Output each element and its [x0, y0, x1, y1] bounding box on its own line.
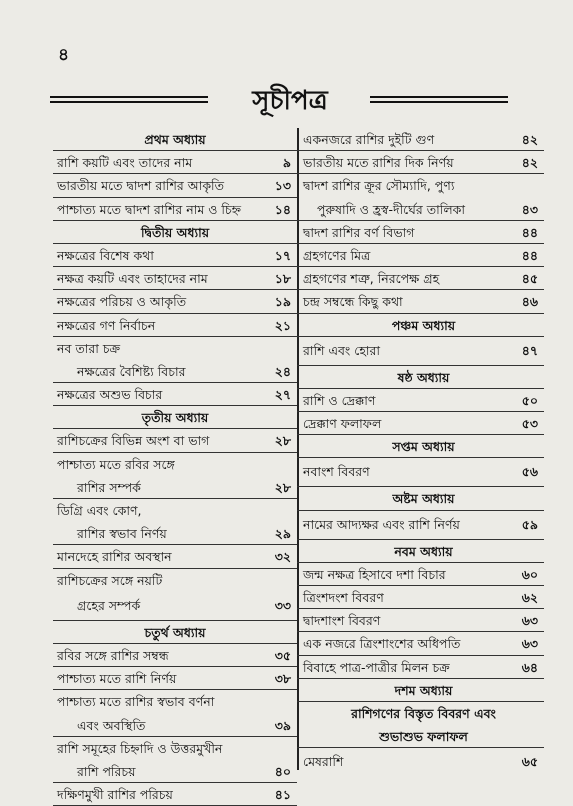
entry-page-number: ৫৬ [521, 464, 538, 480]
entry-title: রাশি সমূহের চিহ্নাদি ও উত্তরমুখীন [57, 740, 223, 756]
toc-chapter-heading [53, 128, 297, 151]
entry-title: পাশ্চাত্য মতে দ্বাদশ রাশির নাম ও চিহ্ন [57, 201, 242, 217]
toc-entry [53, 737, 297, 760]
entry-title: নামের আদ্যক্ষর এবং রাশি নির্ণয় [303, 516, 460, 532]
toc-chapter-heading [297, 702, 544, 725]
chapter-heading-text: দশম অধ্যায় [394, 682, 453, 698]
toc-entry [53, 290, 297, 313]
entry-title: রাশি কয়টি এবং তাদের নাম [57, 155, 193, 171]
toc-chapter-heading [297, 435, 544, 458]
entry-page-number: ৬০ [521, 566, 538, 582]
entry-page-number: ২১ [274, 317, 291, 333]
toc-entry [297, 198, 544, 221]
entry-title: নক্ষত্রের বৈশিষ্ট্য বিচার [77, 363, 186, 379]
toc-entry [53, 244, 297, 267]
toc-entry [53, 545, 297, 568]
entry-page-number: ২৯ [274, 526, 291, 542]
chapter-heading-text: পঞ্চম অধ্যায় [391, 317, 456, 333]
entry-title: বিবাহে পাত্র-পাত্রীর মিলন চক্র [303, 659, 450, 675]
page-title: সূচীপত্র [252, 86, 328, 116]
entry-title: রাশিচক্রের সঙ্গে নয়টি [57, 572, 163, 588]
toc-entry [53, 476, 297, 499]
entry-page-number: ৫৩ [521, 416, 538, 432]
title-banner [50, 86, 508, 118]
toc-entry [297, 221, 544, 244]
entry-page-number: ৪৫ [521, 271, 538, 287]
toc-entry [297, 337, 544, 366]
toc-left-column [53, 128, 297, 806]
toc-entry [53, 174, 297, 197]
entry-title: পুরুষাদি ও হ্রস্ব-দীর্ঘের তালিকা [317, 201, 466, 217]
page-number: ৪ [58, 45, 70, 65]
toc-entry [297, 290, 544, 313]
entry-title: একনজরে রাশির দুইটি গুণ [303, 132, 435, 147]
toc-chapter-heading [53, 221, 297, 244]
toc-entry [297, 267, 544, 290]
entry-page-number: ১৯ [274, 294, 291, 310]
toc-chapter-heading [297, 314, 544, 337]
entry-title: চন্দ্র সম্বন্ধে কিছু কথা [303, 294, 403, 310]
toc-entry [53, 760, 297, 783]
toc-right-column [297, 128, 544, 777]
entry-title: জন্ম নক্ষত্র হিসাবে দশা বিচার [303, 566, 446, 582]
entry-title: ভারতীয় মতে দ্বাদশ রাশির আকৃতি [57, 178, 225, 194]
entry-title: গ্রহের সম্পর্ক [77, 597, 141, 613]
toc-chapter-heading [297, 540, 544, 563]
chapter-heading-text: প্রথম অধ্যায় [144, 132, 206, 147]
toc-entry [53, 453, 297, 476]
entry-page-number: ২৭ [274, 387, 291, 403]
entry-title: দ্বাদশ রাশির ক্রূর সৌম্যাদি, পুণ্য [303, 178, 455, 194]
toc-entry [297, 128, 544, 151]
entry-page-number: ৩৯ [274, 717, 291, 733]
entry-page-number: ১৮ [274, 271, 291, 287]
chapter-heading-text: তৃতীয় অধ্যায় [141, 410, 209, 426]
entry-title: নক্ষত্রের অশুভ বিচার [57, 387, 163, 403]
entry-page-number: ৬৪ [521, 659, 538, 675]
toc-entry [297, 609, 544, 632]
entry-page-number: ৪২ [521, 155, 538, 171]
chapter-heading-text: ষষ্ঠ অধ্যায় [397, 369, 450, 385]
toc-chapter-heading [297, 725, 544, 748]
entry-page-number: ২৮ [274, 433, 291, 449]
entry-page-number: ১৭ [274, 247, 291, 263]
toc-entry [53, 714, 297, 737]
toc-entry [53, 151, 297, 174]
entry-title: নক্ষত্রের পরিচয় ও আকৃতি [57, 294, 187, 310]
entry-page-number: ৬৩ [521, 613, 538, 629]
toc-entry [297, 412, 544, 435]
toc-entry [53, 644, 297, 667]
entry-title: পাশ্চাত্য মতে রাশির স্বভাব বর্ণনা [57, 694, 215, 710]
entry-title: রাশি পরিচয় [77, 763, 136, 779]
toc-entry [53, 569, 297, 592]
toc-entry [53, 667, 297, 690]
toc-chapter-heading [53, 406, 297, 429]
entry-page-number: ১৩ [274, 178, 291, 194]
entry-page-number: ৬৫ [521, 754, 538, 770]
entry-title: গ্রহগণের মিত্র [303, 247, 371, 263]
toc-entry [53, 592, 297, 621]
chapter-heading-text: সপ্তম অধ্যায় [392, 439, 455, 455]
toc-entry [297, 458, 544, 487]
entry-page-number: ৪৬ [521, 294, 538, 310]
entry-title: ভারতীয় মতে রাশির দিক নির্ণয় [303, 155, 454, 171]
entry-title: নক্ষত্রের গণ নির্বাচন [57, 317, 156, 333]
entry-title: ত্রিংশদংশ বিবরণ [303, 590, 384, 605]
toc-entry [53, 267, 297, 290]
chapter-heading-text: নবম অধ্যায় [394, 543, 453, 559]
entry-page-number: ৯ [282, 155, 291, 171]
toc-entry [297, 632, 544, 655]
toc-entry [297, 174, 544, 197]
entry-page-number: ২৪ [274, 363, 291, 379]
entry-page-number: ৪৪ [521, 224, 538, 240]
toc-entry [53, 690, 297, 713]
entry-page-number: ৩৩ [274, 597, 291, 613]
entry-page-number: ৩২ [274, 549, 291, 565]
entry-page-number: ৪৩ [521, 201, 538, 217]
toc-entry [53, 198, 297, 221]
toc-chapter-heading [53, 621, 297, 644]
entry-title: ডিগ্রি এবং কোণ, [57, 503, 142, 518]
entry-page-number: ৬২ [521, 590, 538, 605]
entry-page-number: ২৮ [274, 479, 291, 495]
entry-title: মানদেহে রাশির অবস্থান [57, 549, 172, 565]
entry-page-number: ৪৪ [521, 247, 538, 263]
entry-page-number: ৫৯ [521, 516, 538, 532]
toc-chapter-heading [297, 366, 544, 389]
toc-entry [297, 511, 544, 540]
toc-chapter-heading [297, 679, 544, 702]
entry-page-number: ১৪ [274, 201, 291, 217]
entry-page-number: ৪০ [274, 763, 291, 779]
entry-title: নবাংশ বিবরণ [303, 464, 370, 480]
toc-entry [297, 244, 544, 267]
entry-page-number: ৩৮ [274, 671, 291, 687]
toc-entry [297, 748, 544, 777]
entry-title: রাশির সম্পর্ক [77, 479, 141, 495]
entry-page-number: ৪১ [274, 787, 291, 803]
entry-page-number: ৬৩ [521, 636, 538, 652]
entry-title: পাশ্চাত্য মতে রবির সঙ্গে [57, 456, 175, 472]
chapter-heading-text: চতুর্থ অধ্যায় [144, 624, 206, 640]
toc-entry [297, 563, 544, 586]
entry-page-number: ৪২ [521, 132, 538, 147]
entry-title: রাশিচক্রের বিভিন্ন অংশ বা ভাগ [57, 433, 210, 449]
entry-title: রাশি এবং হোরা [303, 342, 381, 358]
entry-page-number: ৪৭ [521, 342, 538, 358]
entry-title: রবির সঙ্গে রাশির সম্বন্ধ [57, 647, 169, 663]
toc-entry [53, 314, 297, 337]
toc-chapter-heading [297, 487, 544, 510]
title-rule-right [370, 96, 508, 98]
entry-title: এক নজরে ত্রিংশাংশের অধিপতি [303, 636, 461, 652]
toc-entry [53, 337, 297, 360]
title-rule-left [50, 96, 208, 98]
entry-title: রাশি ও দ্রেক্কাণ [303, 392, 376, 408]
entry-title: এবং অবস্থিতি [77, 717, 146, 733]
entry-page-number: ৩৫ [274, 647, 291, 663]
toc-entry [53, 383, 297, 406]
entry-title: নব তারা চক্র [57, 340, 121, 356]
toc-entry [53, 522, 297, 545]
entry-title: দ্বাদশ রাশির বর্ণ বিভাগ [303, 224, 415, 240]
toc-entry [297, 389, 544, 412]
toc-entry [53, 429, 297, 452]
toc-entry [53, 360, 297, 383]
entry-title: দ্রেক্কাণ ফলাফল [303, 416, 382, 432]
entry-title: গ্রহগণের শত্রু, নিরপেক্ষ গ্রহ [303, 271, 440, 287]
chapter-heading-text: শুভাশুভ ফলাফল [379, 729, 468, 745]
entry-title: দ্বাদশাংশ বিবরণ [303, 613, 381, 629]
entry-title: নক্ষত্র কয়টি এবং তাহাদের নাম [57, 271, 208, 287]
entry-title: মেষরাশি [303, 754, 344, 770]
entry-title: দক্ষিণমুখী রাশির পরিচয় [57, 787, 173, 803]
entry-title: নক্ষত্রের বিশেষ কথা [57, 247, 154, 263]
entry-title: পাশ্চাত্য মতে রাশি নির্ণয় [57, 671, 177, 687]
entry-title: রাশির স্বভাব নির্ণয় [77, 526, 167, 542]
toc-entry [53, 499, 297, 522]
toc-entry [53, 783, 297, 806]
toc-entry [297, 151, 544, 174]
toc-entry [297, 656, 544, 679]
chapter-heading-text: রাশিগণের বিস্তৃত বিবরণ এবং [351, 705, 496, 721]
entry-page-number: ৫০ [521, 392, 538, 408]
chapter-heading-text: অষ্টম অধ্যায় [392, 491, 455, 507]
toc-entry [297, 586, 544, 609]
chapter-heading-text: দ্বিতীয় অধ্যায় [140, 224, 210, 240]
